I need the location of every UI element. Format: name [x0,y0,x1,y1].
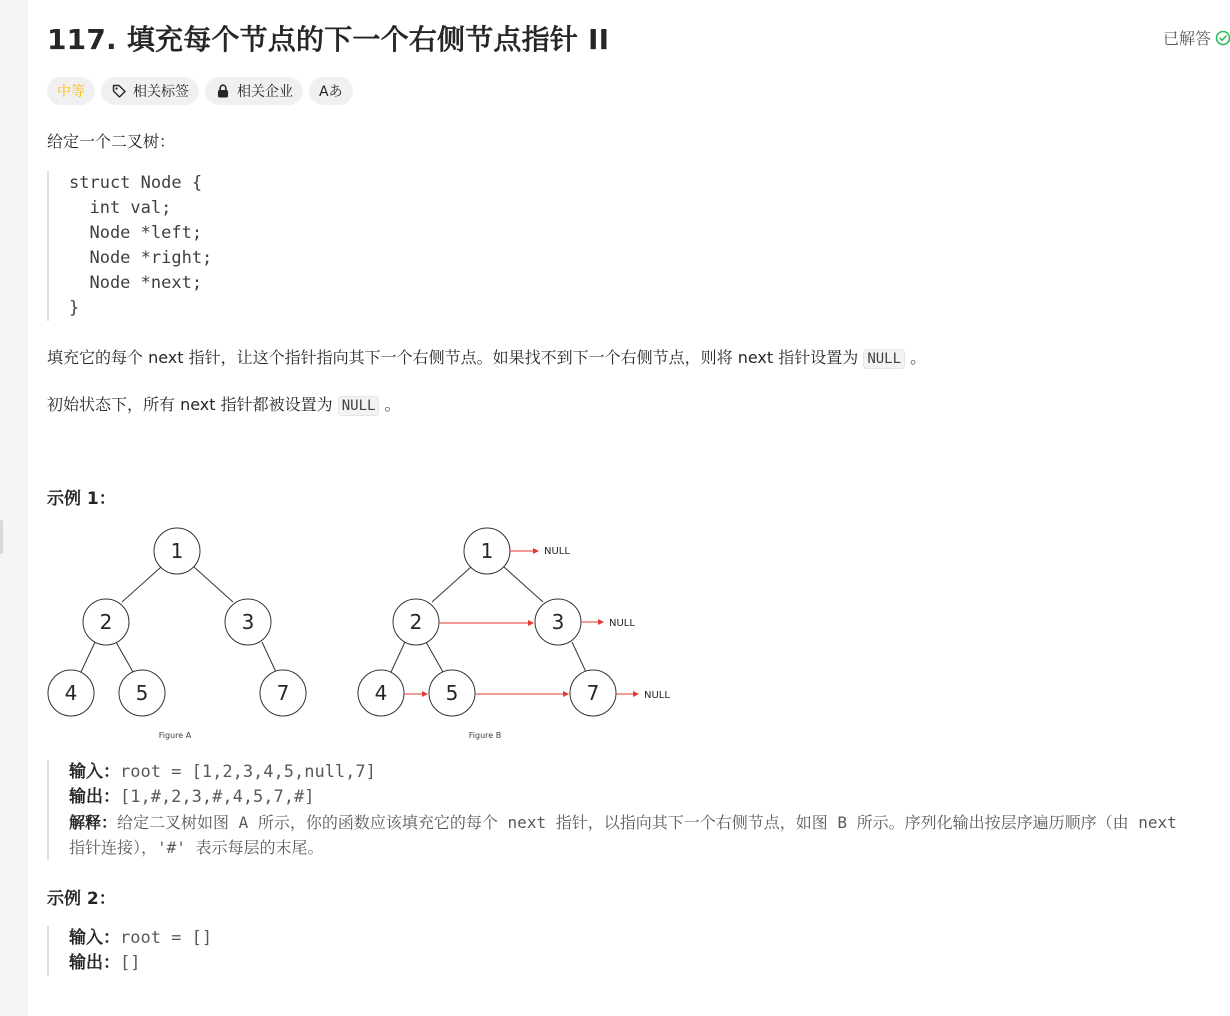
null-label-level-3: NULL [644,690,670,701]
example-1-input [69,760,1179,785]
tag-row [47,77,353,105]
tree-a-node-1: 1 [170,539,184,563]
figure-b-caption: Figure B [468,731,502,740]
example-2-io [47,926,212,976]
tree-a-node-4: 4 [64,681,78,705]
left-rail [0,0,28,1016]
tree-a-node-5: 5 [135,681,149,705]
example-1-io [47,760,1179,860]
null-label-level-1: NULL [544,546,570,557]
solved-status-label: 已解答 [1162,29,1211,48]
tree-b-node-1: 1 [480,539,494,563]
lock-icon [215,83,231,99]
tree-b-node-4: 4 [374,681,388,705]
output-value: [] [120,953,141,973]
companies-tag-button[interactable] [205,77,303,105]
input-label: 输入： [69,928,120,948]
code-line: } [69,298,80,318]
code-line: Node *left; [69,223,203,243]
example-1-figure [47,522,687,747]
input-value: root = [1,2,3,4,5,null,7] [120,762,376,782]
paragraph-text: 初始状态下，所有 next 指针都被设置为 [47,395,338,414]
tree-a-node-7: 7 [276,681,290,705]
translate-icon: Aあ [319,84,343,100]
code-line: Node *right; [69,248,213,268]
check-circle-icon [1215,30,1230,46]
explain-text: 给定二叉树如图 A 所示，你的函数应该填充它的每个 next 指针，以指向其下一个右侧节点，如图 B 所示。序列化输出按层序遍历顺序（由 next 指针连接），'#' 表示每层的末尾。 [69,813,1177,857]
companies-tag-label: 相关企业 [237,84,293,100]
topics-tag-label: 相关标签 [133,84,189,100]
code-line: struct Node { [69,173,203,193]
node-struct-code [47,171,212,321]
tree-b-node-5: 5 [445,681,459,705]
description-paragraph-2 [47,392,401,415]
intro-text: 给定一个二叉树： [47,132,176,151]
output-value: [1,#,2,3,#,4,5,7,#] [120,787,315,807]
example-1-explanation [69,810,1179,860]
tree-b-node-3: 3 [551,610,565,634]
explain-label: 解释： [69,813,118,832]
output-label: 输出： [69,953,120,973]
problem-title: 117. 填充每个节点的下一个右侧节点指针 II [47,23,610,56]
example-1-heading: 示例 1： [47,489,116,509]
description-paragraph-1 [47,345,926,368]
example-2-heading: 示例 2： [47,889,116,909]
input-value: root = [] [120,928,213,948]
example-1-output [69,785,1179,810]
example-2-input [69,926,212,951]
paragraph-text: 。 [905,348,927,367]
example-2-output [69,951,212,976]
code-line: int val; [69,198,172,218]
topics-tag-button[interactable] [101,77,199,105]
inline-code-null: NULL [338,396,380,416]
tree-b-node-2: 2 [409,610,423,634]
paragraph-text: 。 [379,395,401,414]
inline-code-null: NULL [863,349,905,369]
tag-icon [111,83,127,99]
input-label: 输入： [69,762,120,782]
tree-b-node-7: 7 [586,681,600,705]
output-label: 输出： [69,787,120,807]
difficulty-badge[interactable] [47,77,95,105]
null-label-level-2: NULL [609,618,635,629]
paragraph-text: 填充它的每个 next 指针，让这个指针指向其下一个右侧节点。如果找不到下一个右侧节点，则将 next 指针设置为 [47,348,864,367]
code-line: Node *next; [69,273,203,293]
tree-a-node-2: 2 [99,610,113,634]
panel-resize-handle[interactable] [0,520,3,554]
solved-status [1163,26,1230,49]
difficulty-label: 中等 [57,84,85,100]
translate-button[interactable] [309,77,353,105]
tree-a-node-3: 3 [241,610,255,634]
figure-a-caption: Figure A [158,731,192,740]
